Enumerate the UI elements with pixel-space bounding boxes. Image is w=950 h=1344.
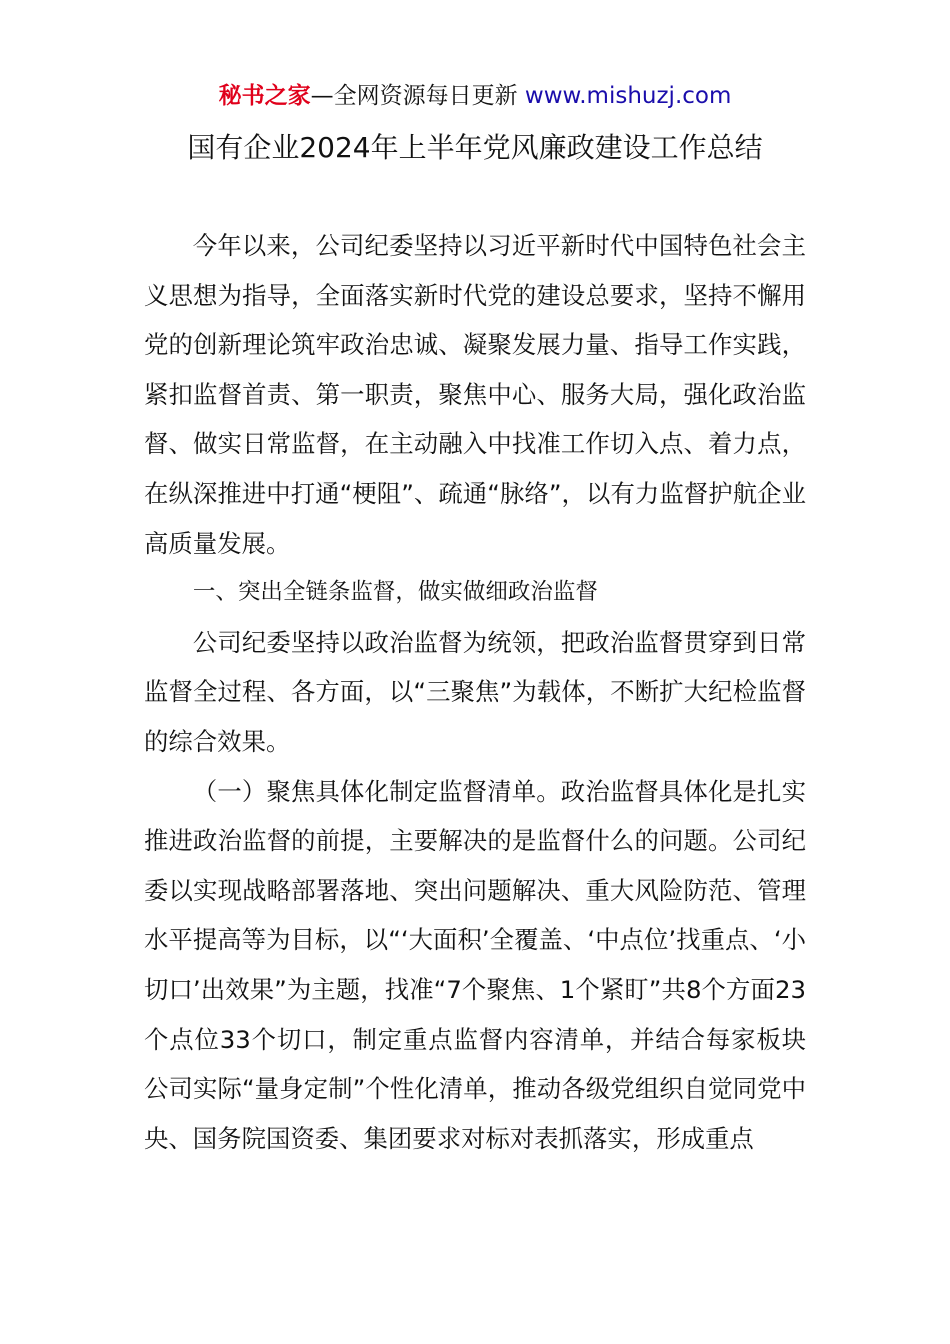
intro-paragraph: 今年以来，公司纪委坚持以习近平新时代中国特色社会主义思想为指导，全面落实新时代党的建设总要求，坚持不懈用党的创新理论筑牢政治忠诚、凝聚发展力量、指导工作实践，紧扣监督首责、第一职责，聚焦中心、服务大局，强化政治监督、做实日常监督，在主动融入中找准工作切入点、着力点，在纵深推进中打通“梗阻”、疏通“脉络”，以有力监督护航企业高质量发展。 — [144, 231, 806, 558]
document-body — [144, 221, 806, 1163]
document-title: 国有企业2024年上半年党风廉政建设工作总结 — [187, 131, 763, 164]
section-1-paragraph: 公司纪委坚持以政治监督为统领，把政治监督贯穿到日常监督全过程、各方面，以“三聚焦”为载体，不断扩大纪检监督的综合效果。 — [144, 627, 806, 756]
site-tagline: —全网资源每日更新 — [310, 83, 525, 109]
site-url-link[interactable]: www.mishuzj.com — [524, 83, 732, 109]
subsection-1-paragraph: （一）聚焦具体化制定监督清单。政治监督具体化是扎实推进政治监督的前提，主要解决的是监督什么的问题。公司纪委以实现战略部署落地、突出问题解决、重大风险防范、管理水平提高等为目标，以“‘大面积’全覆盖、‘中点位’找重点、‘小切口’出效果”为主题，找准“7个聚焦、1个紧盯”共8个方面23个点位33个切口，制定重点监督内容清单，并结合每家板块公司实际“量身定制”个性化清单，推动各级党组织自觉同党中央、国务院国资委、集团要求对标对表抓落实，形成重点 — [144, 776, 806, 1153]
site-banner — [0, 80, 950, 112]
section-heading-1: 一、突出全链条监督，做实做细政治监督 — [192, 579, 598, 606]
site-brand: 秘书之家 — [218, 83, 311, 109]
